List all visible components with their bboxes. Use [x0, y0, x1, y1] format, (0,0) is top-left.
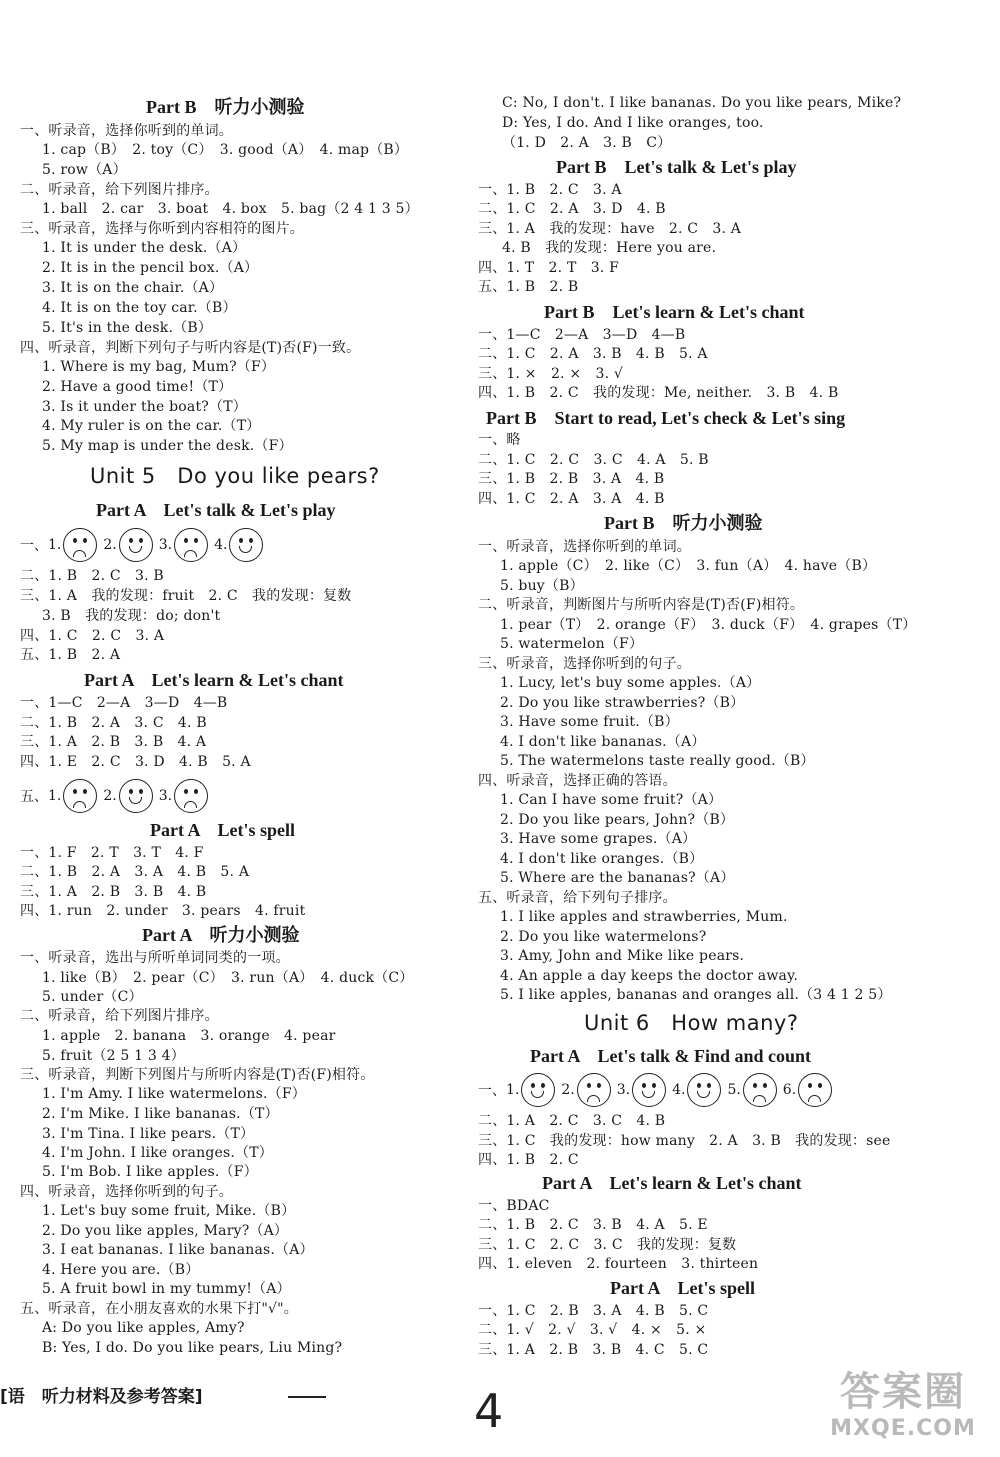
- smiley-label: 1.: [506, 1082, 520, 1098]
- answer-line: 三、1. B 2. B 3. A 4. B: [478, 471, 665, 487]
- answer-line: 二、1. C 2. A 3. D 4. B: [478, 201, 666, 217]
- answer-line: 4. Here you are.（B）: [42, 1262, 200, 1278]
- answer-line: 三、1. A 我的发现：have 2. C 3. A: [478, 221, 742, 237]
- answer-line: 1. pear（T） 2. orange（F） 3. duck（F） 4. grapes（T）: [500, 617, 917, 633]
- answer-line: 1. apple 2. banana 3. orange 4. pear: [42, 1028, 336, 1044]
- smiley-label: 3.: [158, 788, 173, 804]
- answer-line: 5. Where are the bananas?（A）: [500, 870, 735, 886]
- question-line: 三、听录音，选择你听到的句子。: [478, 656, 691, 672]
- section-heading: Part A 听力小测验: [142, 925, 300, 945]
- smiley-item: [672, 1073, 721, 1107]
- sad-face-icon: [63, 528, 97, 562]
- question-line: 二、听录音，判断图片与所听内容是(T)否(F)相符。: [478, 597, 805, 613]
- smiley-label: 3.: [616, 1082, 631, 1098]
- footer-rule: [288, 1396, 326, 1398]
- smiley-label: 2.: [103, 537, 117, 553]
- answer-line: 二、1. B 2. A 3. C 4. B: [20, 715, 207, 731]
- page-number: 4: [474, 1384, 504, 1438]
- answer-line: 5. row（A）: [42, 162, 127, 178]
- smiley-item: [727, 1073, 776, 1107]
- smiley-item: [214, 528, 263, 562]
- answer-line: D: Yes, I do. And I like oranges, too.: [502, 115, 764, 131]
- answer-line: 1. cap（B） 2. toy（C） 3. good（A） 4. map（B）: [42, 142, 409, 158]
- sad-face-icon: [63, 779, 97, 813]
- question-line: 五、听录音，在小朋友喜欢的水果下打"√"。: [20, 1301, 298, 1317]
- answer-line: 3. Have some grapes.（A）: [500, 831, 697, 847]
- answer-line: 2. I'm Mike. I like bananas.（T）: [42, 1106, 279, 1122]
- answer-line: 二、1. B 2. C 3. B 4. A 5. E: [478, 1217, 708, 1233]
- sad-face-icon: [174, 528, 208, 562]
- answer-line: 5. under（C）: [42, 989, 143, 1005]
- smiley-item: [159, 528, 208, 562]
- answer-line: 二、1. B 2. A 3. A 4. B 5. A: [20, 864, 250, 880]
- answer-line: 2. It is in the pencil box.（A）: [42, 260, 259, 276]
- question-line: 一、听录音，选择你听到的单词。: [478, 539, 691, 555]
- row-prefix: 五、: [20, 789, 48, 805]
- answer-line: 二、1. C 2. A 3. B 4. B 5. A: [478, 346, 708, 362]
- answer-line: 4. It is on the toy car.（B）: [42, 300, 237, 316]
- smiley-row: [478, 1073, 838, 1107]
- happy-face-icon: [687, 1073, 721, 1107]
- answer-line: 三、1. C 2. C 3. C 我的发现：复数: [478, 1237, 737, 1253]
- sad-face-icon: [743, 1073, 777, 1107]
- answer-line: 三、1. A 2. B 3. B 4. B: [20, 884, 207, 900]
- section-heading: Part A Let's learn & Let's chant: [84, 670, 344, 690]
- answer-line: 三、1. C 我的发现：how many 2. A 3. B 我的发现：see: [478, 1133, 891, 1149]
- answer-line: 2. Do you like strawberries?（B）: [500, 695, 745, 711]
- answer-line: 3. B 我的发现：do; don't: [42, 608, 221, 624]
- answer-line: 4. My ruler is on the car.（T）: [42, 418, 261, 434]
- answer-line: 5. I'm Bob. I like apples.（F）: [42, 1164, 258, 1180]
- answer-line: 1. like（B） 2. pear（C） 3. run（A） 4. duck（C）: [42, 970, 414, 986]
- smiley-label: 5.: [727, 1082, 741, 1098]
- question-line: 五、听录音，给下列句子排序。: [478, 890, 677, 906]
- smiley-label: 2.: [561, 1082, 575, 1098]
- answer-line: 4. I don't like bananas.（A）: [500, 734, 706, 750]
- smiley-item: [506, 1073, 555, 1107]
- answer-line: 1. apple（C） 2. like（C） 3. fun（A） 4. have（B）: [500, 558, 877, 574]
- answer-line: 二、1. √ 2. √ 3. √ 4. × 5. ×: [478, 1322, 707, 1338]
- watermark-url: MXQE.COM: [830, 1416, 976, 1441]
- answer-line: 3. It is on the chair.（A）: [42, 280, 224, 296]
- answer-line: 3. Is it under the boat?（T）: [42, 399, 247, 415]
- smiley-item: [617, 1073, 666, 1107]
- smiley-label: 1.: [48, 537, 62, 553]
- question-line: 三、听录音，判断下列图片与所听内容是(T)否(F)相符。: [20, 1067, 375, 1083]
- answer-line: 四、1. B 2. C: [478, 1152, 579, 1168]
- section-heading: Part A Let's spell: [150, 820, 295, 840]
- answer-line: 一、略: [478, 432, 521, 448]
- smiley-item: [103, 779, 152, 813]
- smiley-label: 3.: [158, 537, 173, 553]
- answer-line: 1. Where is my bag, Mum?（F）: [42, 359, 276, 375]
- answer-line: 5. My map is under the desk.（F）: [42, 438, 293, 454]
- unit-title: Unit 5 Do you like pears?: [90, 464, 380, 488]
- watermark-text: 答案圈: [840, 1369, 966, 1415]
- answer-line: 三、1. A 2. B 3. B 4. A: [20, 734, 207, 750]
- answer-line: 5. A fruit bowl in my tummy!（A）: [42, 1281, 291, 1297]
- answer-line: 3. I'm Tina. I like pears.（T）: [42, 1126, 255, 1142]
- answer-line: 四、1. E 2. C 3. D 4. B 5. A: [20, 754, 251, 770]
- sad-face-icon: [798, 1073, 832, 1107]
- smiley-item: [561, 1073, 610, 1107]
- answer-line: B: Yes, I do. Do you like pears, Liu Ming?: [42, 1340, 343, 1356]
- answer-line: 2. Have a good time!（T）: [42, 379, 233, 395]
- answer-line: 五、1. B 2. A: [20, 647, 121, 663]
- smiley-label: 2.: [103, 788, 117, 804]
- smiley-item: [48, 528, 97, 562]
- answer-line: 2. Do you like watermelons?: [500, 929, 707, 945]
- answer-line: C: No, I don't. I like bananas. Do you like pears, Mike?: [502, 95, 902, 111]
- answer-line: 一、1. F 2. T 3. T 4. F: [20, 845, 204, 861]
- answer-line: 1. It is under the desk.（A）: [42, 240, 247, 256]
- section-heading: Part B 听力小测验: [146, 97, 305, 117]
- answer-line: 2. Do you like pears, John?（B）: [500, 812, 735, 828]
- happy-face-icon: [229, 528, 263, 562]
- answer-line: A: Do you like apples, Amy?: [42, 1320, 245, 1336]
- answer-line: 4. I don't like oranges.（B）: [500, 851, 704, 867]
- answer-line: 1. Let's buy some fruit, Mike.（B）: [42, 1203, 296, 1219]
- answer-line: 4. I'm John. I like oranges.（T）: [42, 1145, 273, 1161]
- answer-line: 四、1. run 2. under 3. pears 4. fruit: [20, 903, 306, 919]
- answer-line: 1. Lucy, let's buy some apples.（A）: [500, 675, 761, 691]
- answer-line: 三、1. × 2. × 3. √: [478, 366, 624, 382]
- answer-line: 四、1. C 2. C 3. A: [20, 628, 165, 644]
- smiley-label: 6.: [782, 1082, 797, 1098]
- answer-line: 一、1. C 2. B 3. A 4. B 5. C: [478, 1303, 709, 1319]
- answer-line: 3. Have some fruit.（B）: [500, 714, 679, 730]
- smiley-label: 1.: [48, 788, 62, 804]
- smiley-item: [103, 528, 152, 562]
- question-line: 三、听录音，选择与你听到内容相符的图片。: [20, 221, 304, 237]
- answer-line: 1. ball 2. car 3. boat 4. box 5. bag（2 4 1 3 5）: [42, 201, 419, 217]
- answer-line: 2. Do you like apples, Mary?（A）: [42, 1223, 289, 1239]
- answer-line: 4. An apple a day keeps the doctor away.: [500, 968, 798, 984]
- question-line: 二、听录音，给下列图片排序。: [20, 182, 219, 198]
- answer-line: 四、1. T 2. T 3. F: [478, 260, 620, 276]
- answer-line: 1. Can I have some fruit?（A）: [500, 792, 723, 808]
- answer-line: 五、1. B 2. B: [478, 279, 579, 295]
- smiley-label: 4.: [672, 1082, 686, 1098]
- watermark-logo: [808, 1368, 998, 1453]
- answer-line: 5. The watermelons taste really good.（B）: [500, 753, 815, 769]
- answer-line: 四、1. eleven 2. fourteen 3. thirteen: [478, 1256, 759, 1272]
- row-prefix: 一、: [478, 1083, 506, 1099]
- question-line: 四、听录音，选择正确的答语。: [478, 773, 677, 789]
- answer-line: 四、1. B 2. C 我的发现：Me, neither. 3. B 4. B: [478, 385, 839, 401]
- answer-line: 一、1—C 2—A 3—D 4—B: [478, 327, 686, 343]
- answer-line: 三、1. A 我的发现：fruit 2. C 我的发现：复数: [20, 588, 352, 604]
- section-heading: Part A Let's talk & Find and count: [530, 1046, 812, 1066]
- smiley-row: [20, 779, 214, 813]
- smiley-item: [783, 1073, 832, 1107]
- section-heading: Part A Let's learn & Let's chant: [542, 1173, 802, 1193]
- answer-line: 5. fruit（2 5 1 3 4）: [42, 1048, 185, 1064]
- answer-line: 二、1. A 2. C 3. C 4. B: [478, 1113, 666, 1129]
- question-line: 一、听录音，选择你听到的单词。: [20, 123, 233, 139]
- row-prefix: 一、: [20, 538, 48, 554]
- answer-line: 三、1. A 2. B 3. B 4. C 5. C: [478, 1342, 709, 1358]
- answer-line: 3. I eat bananas. I like bananas.（A）: [42, 1242, 314, 1258]
- unit-title: Unit 6 How many?: [584, 1011, 799, 1035]
- section-heading: Part B Let's learn & Let's chant: [544, 302, 805, 322]
- smiley-row: [20, 528, 269, 562]
- section-heading: Part B Start to read, Let's check & Let's sing: [486, 408, 846, 428]
- happy-face-icon: [632, 1073, 666, 1107]
- happy-face-icon: [521, 1073, 555, 1107]
- sad-face-icon: [577, 1073, 611, 1107]
- answer-line: （1. D 2. A 3. B C）: [502, 135, 672, 151]
- answer-line: 5. It's in the desk.（B）: [42, 320, 213, 336]
- answer-line: 二、1. C 2. C 3. C 4. A 5. B: [478, 452, 709, 468]
- answer-line: 一、1—C 2—A 3—D 4—B: [20, 695, 228, 711]
- question-line: 二、听录音，给下列图片排序。: [20, 1008, 219, 1024]
- happy-face-icon: [119, 779, 153, 813]
- answer-line: 一、BDAC: [478, 1198, 550, 1214]
- answer-line: 5. I like apples, bananas and oranges all.（3 4 1 2 5）: [500, 987, 892, 1003]
- smiley-item: [48, 779, 97, 813]
- answer-line: 1. I'm Amy. I like watermelons.（F）: [42, 1086, 306, 1102]
- smiley-label: 4.: [214, 537, 228, 553]
- section-heading: Part B Let's talk & Let's play: [556, 157, 797, 177]
- question-line: 四、听录音，判断下列句子与听内容是(T)否(F)一致。: [20, 340, 361, 356]
- smiley-item: [159, 779, 208, 813]
- answer-line: 5. buy（B）: [500, 578, 584, 594]
- sad-face-icon: [174, 779, 208, 813]
- answer-line: 1. I like apples and strawberries, Mum.: [500, 909, 788, 925]
- section-heading: Part B 听力小测验: [604, 513, 763, 533]
- answer-line: 4. B 我的发现：Here you are.: [502, 240, 717, 256]
- answer-line: 一、1. B 2. C 3. A: [478, 182, 622, 198]
- happy-face-icon: [119, 528, 153, 562]
- answer-line: 二、1. B 2. C 3. B: [20, 568, 164, 584]
- section-heading: Part A Let's spell: [610, 1278, 755, 1298]
- answer-line: 四、1. C 2. A 3. A 4. B: [478, 491, 665, 507]
- answer-line: 3. Amy, John and Mike like pears.: [500, 948, 745, 964]
- question-line: 四、听录音，选择你听到的句子。: [20, 1184, 233, 1200]
- footer-label: [语 听力材料及参考答案]: [0, 1387, 203, 1407]
- answer-line: 5. watermelon（F）: [500, 636, 644, 652]
- question-line: 一、听录音，选出与所听单词同类的一项。: [20, 950, 290, 966]
- section-heading: Part A Let's talk & Let's play: [96, 500, 336, 520]
